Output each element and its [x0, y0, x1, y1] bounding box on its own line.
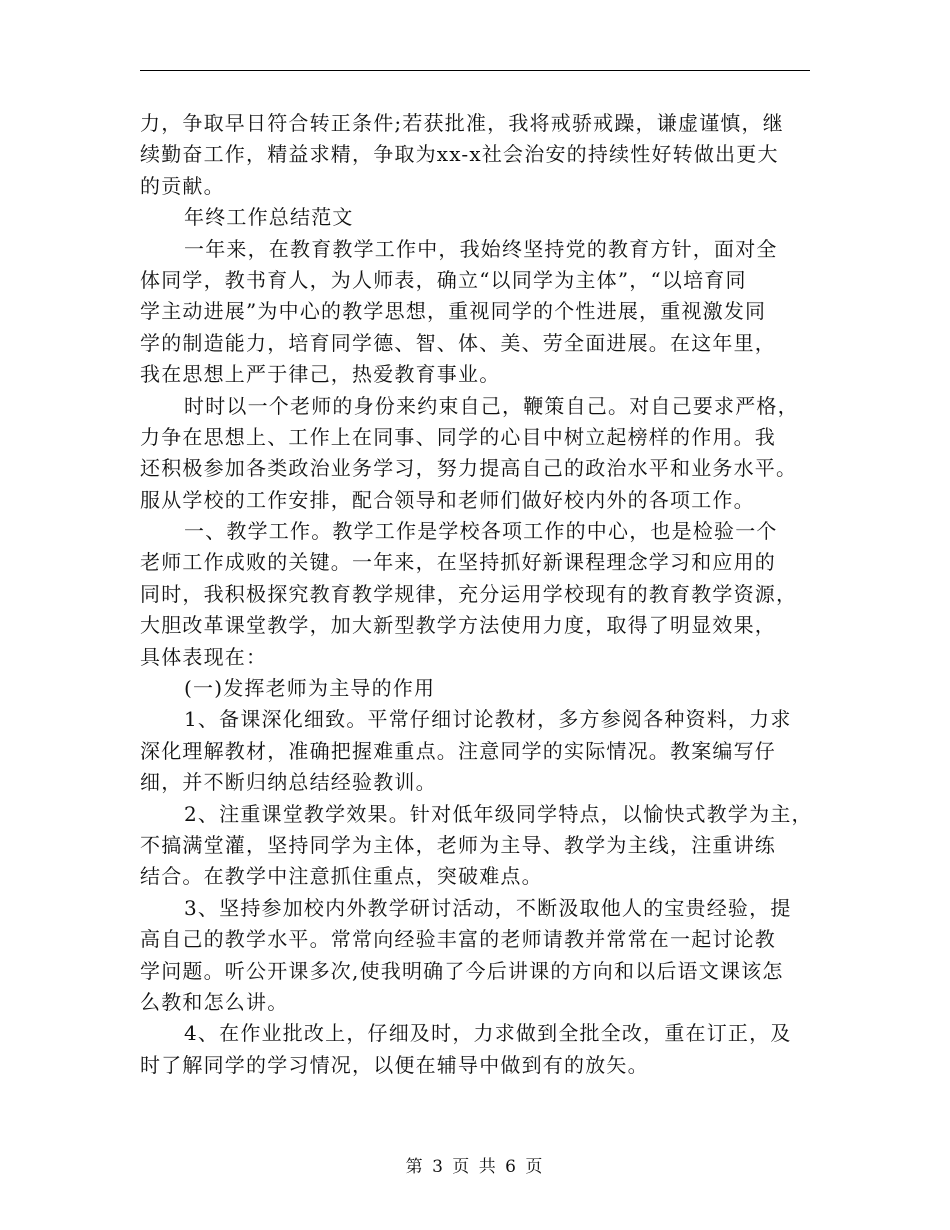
text-line: 时了解同学的学习情况，以便在辅导中做到有的放矢。: [140, 1052, 649, 1077]
text-line: 不搞满堂灌，坚持同学为主体，老师为主导、教学为主线，注重讲练: [140, 832, 776, 857]
text-line: 深化理解教材，准确把握难重点。注意同学的实际情况。教案编写仔: [140, 738, 776, 763]
text-line: 高自己的教学水平。常常向经验丰富的老师请教并常常在一起讨论教: [140, 927, 776, 952]
text-line: 还积极参加各类政治业务学习，努力提高自己的政治水平和业务水平。: [140, 456, 798, 481]
document-body: [140, 108, 812, 1081]
text-line: 的贡献。: [140, 173, 225, 198]
text-line: 体同学，教书育人，为人师表，确立“以同学为主体”，“以培育同: [140, 267, 747, 292]
text-line: 么教和怎么讲。: [140, 989, 289, 1014]
text-line: 一年来，在教育教学工作中，我始终坚持党的教育方针，面对全: [184, 236, 778, 261]
text-line: 学问题。听公开课多次,使我明确了今后讲课的方向和以后语文课该怎: [140, 958, 784, 983]
text-line: 一、教学工作。教学工作是学校各项工作的中心，也是检验一个: [184, 519, 778, 544]
text-line: 3、坚持参加校内外教学研讨活动，不断汲取他人的宝贵经验，提: [184, 895, 792, 920]
text-line: 同时，我积极探究教育教学规律，充分运用学校现有的教育教学资源，: [140, 581, 798, 606]
text-line: 服从学校的工作安排，配合领导和老师们做好校内外的各项工作。: [140, 487, 755, 512]
text-line: 学主动进展”为中心的教学思想，重视同学的个性进展，重视激发同: [140, 299, 767, 324]
page-number: 第 3 页 共 6 页: [405, 1157, 545, 1177]
text-line: 老师工作成败的关键。一年来，在坚持抓好新课程理念学习和应用的: [140, 550, 776, 575]
text-line: 大胆改革课堂教学，加大新型教学方法使用力度，取得了明显效果，: [140, 613, 776, 638]
text-line: 我在思想上严于律己，热爱教育事业。: [140, 362, 501, 387]
text-line: 续勤奋工作，精益求精，争取为xx-x社会治安的持续性好转做出更大: [140, 142, 779, 167]
text-line: 力争在思想上、工作上在同事、同学的心目中树立起榜样的作用。我: [140, 424, 776, 449]
header-rule: [140, 70, 810, 71]
text-line: 细，并不断归纳总结经验教训。: [140, 770, 437, 795]
text-line: 年终工作总结范文: [184, 205, 354, 230]
text-line: 具体表现在：: [140, 644, 268, 669]
text-line: 结合。在教学中注意抓住重点，突破难点。: [140, 864, 543, 889]
text-line: 1、备课深化细致。平常仔细讨论教材，多方参阅各种资料，力求: [184, 707, 792, 732]
text-line: 2、注重课堂教学效果。针对低年级同学特点，以愉快式教学为主，: [184, 801, 813, 826]
text-line: 4、在作业批改上，仔细及时，力求做到全批全改，重在订正，及: [184, 1021, 792, 1046]
text-line: 时时以一个老师的身份来约束自己，鞭策自己。对自己要求严格，: [184, 393, 799, 418]
text-line: 力，争取早日符合转正条件;若获批准，我将戒骄戒躁，谦虚谨慎，继: [140, 111, 784, 135]
text-line: (一)发挥老师为主导的作用: [184, 676, 436, 701]
text-line: 学的制造能力，培育同学德、智、体、美、劳全面进展。在这年里，: [140, 330, 776, 355]
